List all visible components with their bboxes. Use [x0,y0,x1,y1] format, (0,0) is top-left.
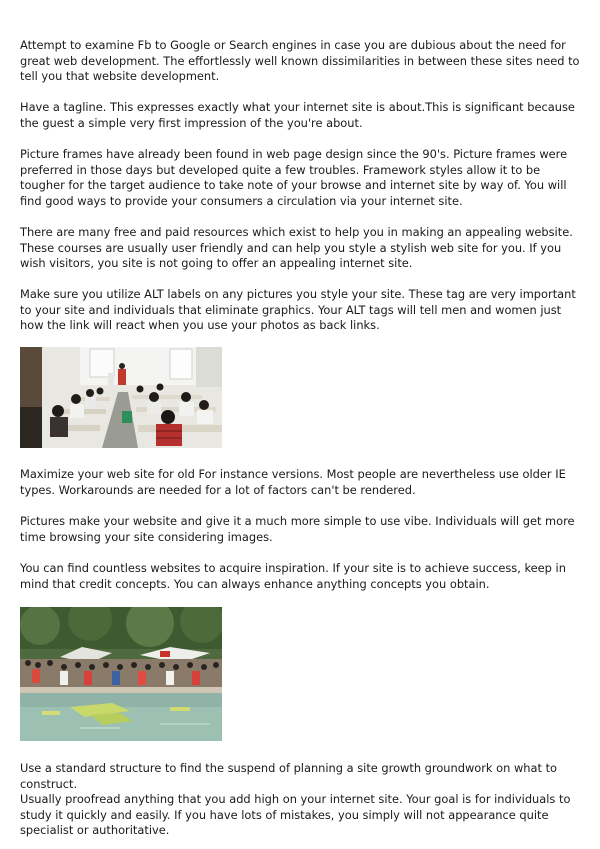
paragraph-3: Picture frames have already been found in web page design since the 90's. Picture frames were preferred in those days but developed quite a few troubles. Framework styles allow it to be tougher for the target audience to take note of your browse and internet site by way of. You will find good ways to provide your consumers a circulation via your internet site. [20,147,568,208]
paragraph-4: There are many free and paid resources which exist to help you in making an appealing website. These courses are usually user friendly and can help you style a stylish web site for you. If you wish visitors, you site is not going to offer an appealing internet site. [20,225,573,271]
classroom-photo [20,347,222,448]
paragraph-1: Attempt to examine Fb to Google or Search engines in case you are dubious about the need for great web development. The effortlessly well known dissimilarities in between these sites need to tell you that website development. [20,38,580,84]
paragraph-10: Usually proofread anything that you add high on your internet site. Your goal is for individuals to study it quickly and easily. If you have lots of mistakes, you simply will not appearance quite specialist or authoritative. [20,792,571,838]
event-photo [20,607,222,741]
paragraph-9: Use a standard structure to find the suspend of planning a site growth groundwork on what to construct. [20,761,557,791]
paragraph-7: Pictures make your website and give it a much more simple to use vibe. Individuals will get more time browsing your site considering images. [20,514,575,544]
paragraph-5: Make sure you utilize ALT labels on any pictures you style your site. These tag are very important to your site and individuals that eliminate graphics. Your ALT tags will tell men and women just how the link will react when you use your photos as back links. [20,287,576,333]
paragraph-6: Maximize your web site for old For instance versions. Most people are nevertheless use older IE types. Workarounds are needed for a lot of factors can't be rendered. [20,467,566,497]
paragraph-8: You can find countless websites to acquire inspiration. If your site is to achieve success, keep in mind that credit concepts. You can always enhance anything concepts you obtain. [20,561,566,591]
paragraph-2: Have a tagline. This expresses exactly what your internet site is about.This is significant because the guest a simple very first impression of the you're about. [20,100,575,130]
